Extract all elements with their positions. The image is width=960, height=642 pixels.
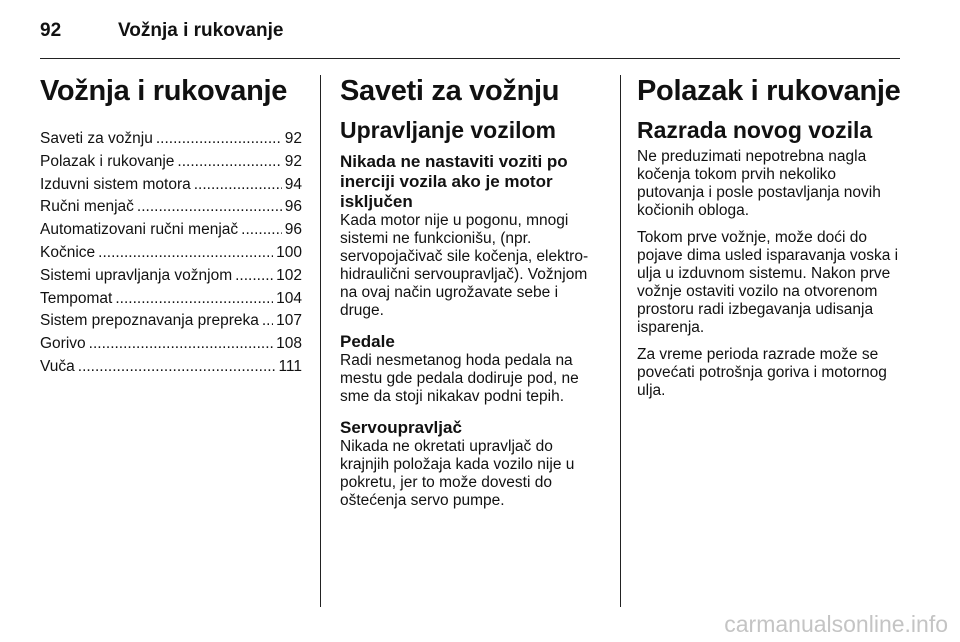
header-rule bbox=[40, 58, 900, 59]
toc-entry[interactable] bbox=[40, 266, 302, 289]
column-divider-2 bbox=[620, 75, 621, 607]
toc-entry[interactable] bbox=[40, 334, 302, 357]
toc-entry-title: Kočnice bbox=[40, 243, 96, 261]
toc-entry-page: 96 bbox=[284, 198, 302, 216]
break-in-paragraph: Za vreme perioda razrade može se povećati potrošnja goriva i motornog ulja. bbox=[637, 346, 887, 399]
toc-entry[interactable] bbox=[40, 220, 302, 243]
page-number: 92 bbox=[40, 20, 62, 41]
section-title: Polazak i rukovanje bbox=[637, 75, 901, 107]
power-steering-text: Nikada ne okretati upravljač do krajnjih položaja kada vozilo nije u pokretu, jer to može dovesti do oštećenja servo pumpe. bbox=[340, 438, 575, 509]
pedals-text: Radi nesmetanog hoda pedala na mestu gde pedala dodiruje pod, ne sme da stoji nikakav podni tepih. bbox=[340, 352, 579, 405]
toc-entry[interactable] bbox=[40, 197, 302, 220]
table-of-contents bbox=[40, 129, 302, 380]
toc-column bbox=[40, 74, 302, 380]
toc-entry-page: 94 bbox=[284, 175, 302, 193]
column-divider-1 bbox=[320, 75, 321, 607]
toc-leader-dots bbox=[235, 266, 273, 289]
toc-entry-title: Automatizovani ručni menjač bbox=[40, 221, 239, 239]
chapter-title: Vožnja i rukovanje bbox=[40, 75, 288, 107]
toc-leader-dots bbox=[194, 175, 282, 198]
toc-entry-page: 96 bbox=[284, 221, 302, 239]
toc-entry-page: 102 bbox=[276, 266, 302, 284]
toc-entry-title: Saveti za vožnju bbox=[40, 130, 153, 147]
coasting-text: Kada motor nije u pogonu, mnogi sistemi ne funkcionišu, (npr. servopojačivač sile kočenja, elektro-hidraulični servoupravljač). Vožnjom na ovaj način ugrožavate sebe i druge. bbox=[340, 212, 589, 319]
toc-leader-dots bbox=[137, 197, 282, 220]
toc-leader-dots bbox=[177, 152, 281, 175]
pedals-heading: Pedale bbox=[340, 332, 395, 351]
toc-entry-page: 108 bbox=[276, 335, 302, 353]
toc-entry-title: Izduvni sistem motora bbox=[40, 175, 191, 193]
toc-entry-page: 111 bbox=[278, 357, 302, 375]
toc-leader-dots bbox=[156, 129, 282, 152]
toc-leader-dots bbox=[262, 311, 273, 334]
toc-entry-title: Tempomat bbox=[40, 289, 113, 307]
toc-entry-page: 104 bbox=[276, 289, 302, 307]
toc-entry[interactable] bbox=[40, 311, 302, 334]
break-in-paragraph: Ne preduzimati nepotrebna nagla kočenja tokom prvih nekoliko putovanja i posle postavljanja novih kočionih obloga. bbox=[637, 148, 881, 219]
toc-entry[interactable] bbox=[40, 289, 302, 312]
page-header bbox=[40, 20, 283, 42]
toc-leader-dots bbox=[78, 357, 276, 380]
toc-leader-dots bbox=[89, 334, 273, 357]
section-subtitle: Upravljanje vozilom bbox=[340, 117, 557, 143]
driving-tips-column bbox=[340, 74, 605, 522]
toc-entry-title: Ručni menjač bbox=[40, 198, 134, 216]
section-subtitle: Razrada novog vozila bbox=[637, 117, 873, 143]
toc-entry[interactable] bbox=[40, 175, 302, 198]
watermark: carmanualsonline.info bbox=[724, 611, 948, 637]
toc-entry[interactable] bbox=[40, 129, 302, 152]
toc-leader-dots bbox=[98, 243, 273, 266]
coasting-heading: Nikada ne nastaviti voziti po inerciji vozila ako je motor isključen bbox=[340, 152, 568, 211]
toc-entry[interactable] bbox=[40, 152, 302, 175]
starting-operating-column bbox=[637, 74, 905, 409]
toc-entry[interactable] bbox=[40, 243, 302, 266]
power-steering-section bbox=[340, 418, 605, 510]
toc-entry-page: 92 bbox=[284, 130, 302, 147]
toc-leader-dots bbox=[241, 220, 282, 243]
toc-entry[interactable] bbox=[40, 357, 302, 380]
break-in-paragraph: Tokom prve vožnje, može doći do pojave dima usled isparavanja voska i ulja u izduvnom sistemu. Nakon prve vožnje ostaviti vozilo na otvorenom prostoru radi izbegavanja udisanja isparenja. bbox=[637, 229, 899, 336]
coasting-section bbox=[340, 152, 605, 320]
toc-entry-title: Polazak i rukovanje bbox=[40, 152, 175, 170]
toc-entry-title: Sistemi upravljanja vožnjom bbox=[40, 266, 233, 284]
pedals-section bbox=[340, 332, 605, 406]
toc-entry-page: 107 bbox=[276, 312, 302, 330]
section-title: Saveti za vožnju bbox=[340, 75, 560, 107]
toc-entry-title: Vuča bbox=[40, 357, 75, 375]
header-title: Vožnja i rukovanje bbox=[118, 20, 284, 41]
toc-entry-title: Sistem prepoznavanja prepreka bbox=[40, 312, 259, 330]
toc-entry-page: 92 bbox=[284, 152, 302, 170]
toc-entry-title: Gorivo bbox=[40, 335, 86, 353]
toc-entry-page: 100 bbox=[276, 243, 302, 261]
toc-leader-dots bbox=[115, 289, 273, 312]
power-steering-heading: Servoupravljač bbox=[340, 418, 462, 437]
